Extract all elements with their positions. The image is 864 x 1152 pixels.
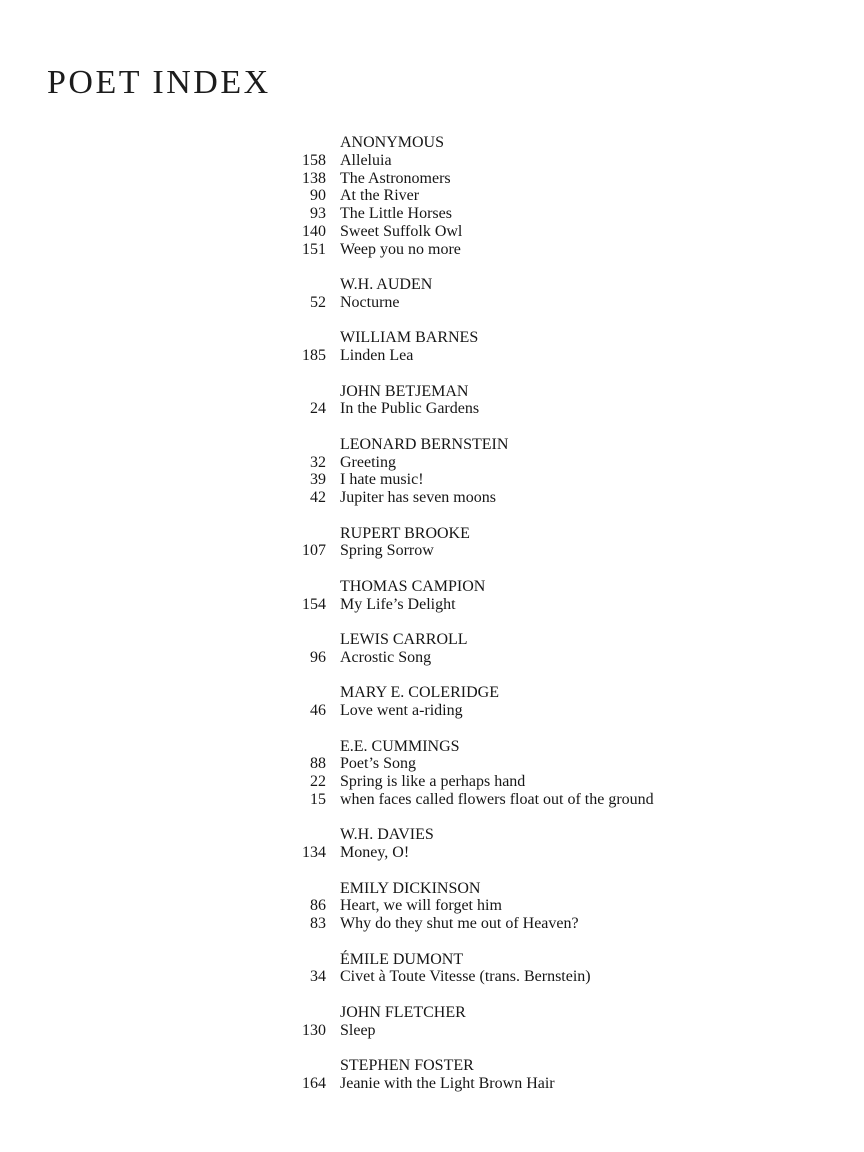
poet-header-row <box>0 276 864 294</box>
entry-title: The Astronomers <box>340 169 451 187</box>
index-entry-row <box>0 471 864 489</box>
entry-title: Love went a-riding <box>340 702 463 719</box>
entry-title: Spring Sorrow <box>340 542 434 560</box>
poet-header-row <box>0 329 864 347</box>
entry-page-number: 86 <box>310 897 326 915</box>
poet-header-row <box>0 880 864 898</box>
poet-name: ANONYMOUS <box>340 134 445 151</box>
poet-section <box>0 525 864 561</box>
index-entry-row <box>0 542 864 560</box>
entry-title: Spring is like a perhaps hand <box>340 773 526 790</box>
poet-section <box>0 951 864 987</box>
poet-name: E.E. CUMMINGS <box>340 737 460 755</box>
entry-page-number: 138 <box>302 169 326 187</box>
entry-page-number: 107 <box>302 542 326 560</box>
entry-page-number: 134 <box>302 844 326 861</box>
entry-title: Linden Lea <box>340 347 414 364</box>
poet-header-row <box>0 738 864 756</box>
entry-page-number: 15 <box>310 790 326 808</box>
entry-page-number: 39 <box>310 471 326 489</box>
index-entry-row <box>0 152 864 170</box>
index-entry-row <box>0 205 864 223</box>
entry-page-number: 34 <box>310 968 326 986</box>
entry-page-number: 46 <box>310 702 326 719</box>
poet-name: W.H. AUDEN <box>340 276 433 293</box>
poet-name: LEWIS CARROLL <box>340 631 468 648</box>
index-entry-row <box>0 791 864 809</box>
poet-header-row <box>0 578 864 596</box>
index-entry-row <box>0 755 864 773</box>
index-entry-row <box>0 968 864 986</box>
poet-header-row <box>0 436 864 454</box>
poet-name: ÉMILE DUMONT <box>340 950 464 968</box>
poet-section <box>0 631 864 667</box>
entry-page-number: 185 <box>302 347 326 364</box>
entry-page-number: 151 <box>302 240 326 258</box>
poet-name: EMILY DICKINSON <box>340 879 481 897</box>
entry-title: Nocturne <box>340 293 400 311</box>
poet-name: STEPHEN FOSTER <box>340 1057 474 1074</box>
entry-title: The Little Horses <box>340 205 452 222</box>
entry-page-number: 154 <box>302 595 326 613</box>
index-entry-row <box>0 773 864 791</box>
poet-section <box>0 1057 864 1093</box>
entry-title: Why do they shut me out of Heaven? <box>340 915 579 932</box>
poet-index-list <box>0 134 864 1093</box>
entry-title: Greeting <box>340 453 396 471</box>
index-entry-row <box>0 170 864 188</box>
entry-page-number: 24 <box>310 400 326 418</box>
poet-header-row <box>0 826 864 844</box>
entry-title: Poet’s Song <box>340 755 417 773</box>
entry-page-number: 130 <box>302 1021 326 1039</box>
poet-section <box>0 738 864 809</box>
index-entry-row <box>0 187 864 205</box>
poet-header-row <box>0 951 864 969</box>
entry-page-number: 83 <box>310 915 326 932</box>
entry-title: I hate music! <box>340 471 424 489</box>
index-entry-row <box>0 844 864 862</box>
entry-title: Alleluia <box>340 151 392 169</box>
entry-title: Money, O! <box>340 844 410 861</box>
poet-name: WILLIAM BARNES <box>340 329 479 347</box>
index-entry-row <box>0 649 864 667</box>
entry-title: In the Public Gardens <box>340 400 480 418</box>
entry-page-number: 52 <box>310 293 326 311</box>
index-entry-row <box>0 489 864 507</box>
poet-name: LEONARD BERNSTEIN <box>340 435 509 453</box>
entry-page-number: 42 <box>310 489 326 506</box>
index-entry-row <box>0 1022 864 1040</box>
poet-section <box>0 383 864 419</box>
entry-page-number: 32 <box>310 453 326 471</box>
entry-page-number: 96 <box>310 648 326 666</box>
poet-section <box>0 578 864 614</box>
entry-page-number: 164 <box>302 1074 326 1092</box>
entry-title: My Life’s Delight <box>340 595 456 613</box>
index-entry-row <box>0 1075 864 1093</box>
poet-section <box>0 329 864 365</box>
entry-title: when faces called flowers float out of the ground <box>340 790 654 808</box>
entry-page-number: 93 <box>310 205 326 222</box>
entry-title: Heart, we will forget him <box>340 897 502 915</box>
poet-header-row <box>0 1057 864 1075</box>
entry-title: Sleep <box>340 1021 376 1039</box>
index-entry-row <box>0 400 864 418</box>
poet-section <box>0 1004 864 1040</box>
entry-page-number: 22 <box>310 773 326 790</box>
poet-section <box>0 826 864 862</box>
entry-title: Jeanie with the Light Brown Hair <box>340 1074 555 1092</box>
poet-header-row <box>0 1004 864 1022</box>
poet-name: JOHN BETJEMAN <box>340 382 469 400</box>
poet-header-row <box>0 383 864 401</box>
index-entry-row <box>0 241 864 259</box>
poet-section <box>0 880 864 933</box>
index-entry-row <box>0 915 864 933</box>
poet-section <box>0 276 864 312</box>
poet-name: MARY E. COLERIDGE <box>340 684 499 702</box>
index-entry-row <box>0 454 864 472</box>
index-entry-row <box>0 223 864 241</box>
index-entry-row <box>0 294 864 312</box>
entry-title: Weep you no more <box>340 240 461 258</box>
poet-name: W.H. DAVIES <box>340 826 434 844</box>
index-entry-row <box>0 596 864 614</box>
entry-title: Civet à Toute Vitesse (trans. Bernstein) <box>340 968 591 986</box>
entry-title: At the River <box>340 187 420 205</box>
entry-page-number: 88 <box>310 755 326 773</box>
poet-section <box>0 436 864 507</box>
poet-name: THOMAS CAMPION <box>340 577 486 595</box>
entry-page-number: 158 <box>302 151 326 169</box>
page-title: POET INDEX <box>47 64 271 101</box>
poet-section <box>0 134 864 258</box>
poet-section <box>0 684 864 720</box>
index-entry-row <box>0 347 864 365</box>
poet-header-row <box>0 684 864 702</box>
poet-name: RUPERT BROOKE <box>340 524 470 542</box>
index-entry-row <box>0 897 864 915</box>
entry-title: Acrostic Song <box>340 648 432 666</box>
entry-title: Jupiter has seven moons <box>340 489 496 506</box>
poet-header-row <box>0 525 864 543</box>
poet-name: JOHN FLETCHER <box>340 1003 466 1021</box>
index-entry-row <box>0 702 864 720</box>
entry-title: Sweet Suffolk Owl <box>340 222 463 240</box>
poet-header-row <box>0 134 864 152</box>
entry-page-number: 90 <box>310 187 326 205</box>
entry-page-number: 140 <box>302 222 326 240</box>
poet-header-row <box>0 631 864 649</box>
